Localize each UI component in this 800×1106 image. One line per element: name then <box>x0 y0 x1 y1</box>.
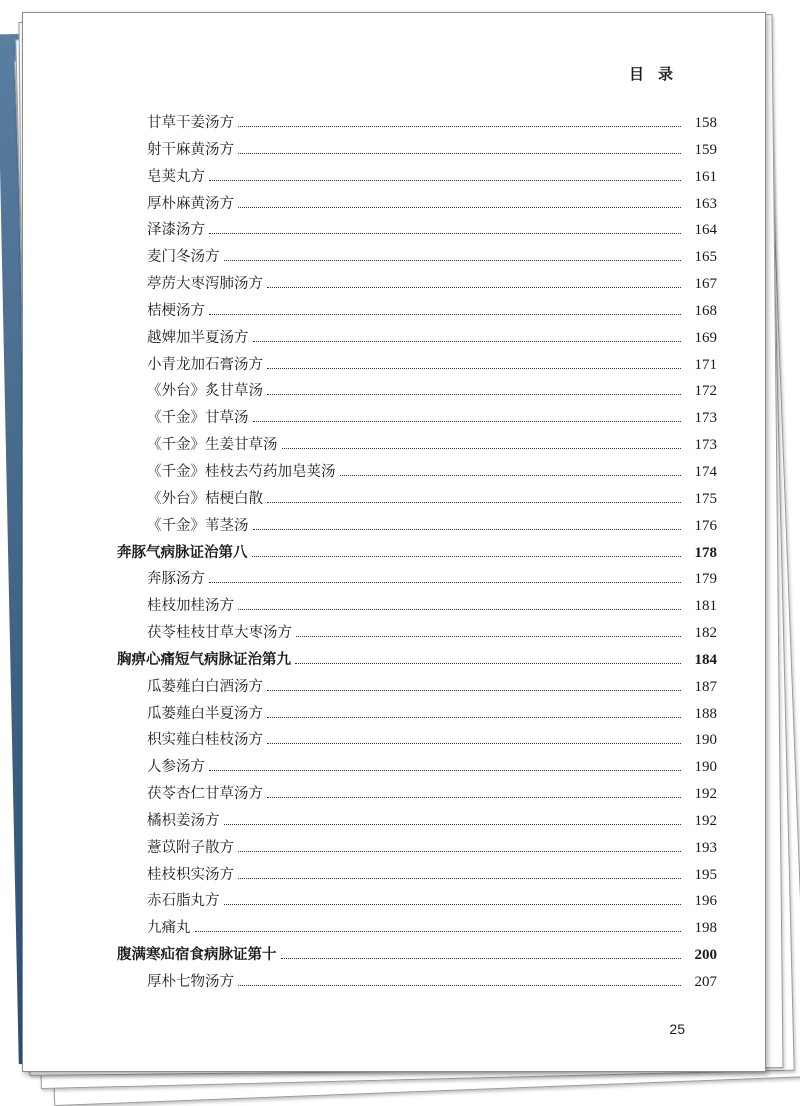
toc-entry-title: 甘草干姜汤方 <box>147 115 234 131</box>
dot-leader <box>238 984 681 986</box>
toc-entry-title: 人参汤方 <box>147 759 205 776</box>
dot-leader <box>267 501 681 503</box>
dot-leader <box>267 716 681 718</box>
dot-leader <box>209 769 681 771</box>
dot-leader <box>238 608 681 610</box>
toc-entry[interactable] <box>117 969 717 996</box>
toc-entry[interactable] <box>117 701 717 728</box>
dot-leader <box>267 742 681 744</box>
toc-entry-page-number: 161 <box>694 168 717 185</box>
toc-entry-page-number: 173 <box>694 437 717 454</box>
toc-entry-title: 厚朴七物汤方 <box>147 974 234 990</box>
dot-leader <box>267 796 681 798</box>
toc-entry[interactable] <box>117 459 717 486</box>
toc-entry-title: 腹满寒疝宿食病脉证第十 <box>117 947 277 964</box>
toc-entry-page-number: 196 <box>694 893 717 910</box>
dot-leader <box>238 206 681 208</box>
dot-leader <box>209 581 681 583</box>
toc-entry[interactable] <box>117 862 717 889</box>
toc-entry-page-number: 167 <box>694 276 717 293</box>
toc-entry-title: 枳实薤白桂枝汤方 <box>147 732 263 749</box>
toc-entry[interactable] <box>117 432 717 459</box>
toc-entry-page-number: 207 <box>694 974 717 990</box>
toc-entry[interactable] <box>117 191 717 218</box>
toc-entry-title: 厚朴麻黄汤方 <box>147 195 234 212</box>
toc-entry-page-number: 176 <box>694 517 717 534</box>
dot-leader <box>224 259 682 261</box>
toc-entry-page-number: 192 <box>694 786 717 803</box>
toc-entry-title: 皂荚丸方 <box>147 168 205 185</box>
dot-leader <box>295 662 681 664</box>
dot-leader <box>252 555 682 557</box>
toc-chapter-entry[interactable] <box>117 942 717 969</box>
toc-page <box>22 12 766 1072</box>
toc-entry-title: 奔豚汤方 <box>147 571 205 588</box>
toc-entry-page-number: 192 <box>694 812 717 829</box>
toc-entry-page-number: 181 <box>694 598 717 615</box>
toc-entry-page-number: 188 <box>694 705 717 722</box>
toc-entry-title: 瓜蒌薤白白酒汤方 <box>147 678 263 695</box>
toc-entry[interactable] <box>117 352 717 379</box>
dot-leader <box>238 850 681 852</box>
toc-entry-title: 桂枝枳实汤方 <box>147 866 234 883</box>
toc-entry-page-number: 164 <box>694 222 717 239</box>
toc-entry[interactable] <box>117 110 717 137</box>
dot-leader <box>267 689 681 691</box>
dot-leader <box>209 179 681 181</box>
page-header-title: 目录 <box>628 65 687 83</box>
toc-entry-title: 薏苡附子散方 <box>147 839 234 856</box>
dot-leader <box>224 823 682 825</box>
toc-entry-page-number: 190 <box>694 732 717 749</box>
table-of-contents <box>117 110 717 996</box>
toc-entry-title: 《千金》甘草汤 <box>147 410 249 427</box>
toc-entry-title: 泽漆汤方 <box>147 222 205 239</box>
toc-entry[interactable] <box>117 593 717 620</box>
dot-leader <box>209 313 681 315</box>
toc-entry[interactable] <box>117 566 717 593</box>
dot-leader <box>267 367 681 369</box>
toc-entry[interactable] <box>117 271 717 298</box>
dot-leader <box>195 930 682 932</box>
toc-entry[interactable] <box>117 378 717 405</box>
toc-entry-title: 胸痹心痛短气病脉证治第九 <box>117 651 291 668</box>
page-number: 25 <box>669 1021 685 1037</box>
toc-entry-page-number: 178 <box>694 544 717 561</box>
toc-entry-title: 《外台》桔梗白散 <box>147 490 263 507</box>
dot-leader <box>281 957 682 959</box>
toc-entry-title: 《千金》生姜甘草汤 <box>147 437 278 454</box>
dot-leader <box>340 474 682 476</box>
dot-leader <box>209 232 681 234</box>
toc-entry-title: 《千金》桂枝去芍药加皂荚汤 <box>147 463 336 480</box>
toc-entry-title: 奔豚气病脉证治第八 <box>117 544 248 561</box>
toc-entry[interactable] <box>117 727 717 754</box>
dot-leader <box>253 528 682 530</box>
toc-entry-title: 射干麻黄汤方 <box>147 141 234 158</box>
dot-leader <box>224 903 682 905</box>
toc-entry-page-number: 173 <box>694 410 717 427</box>
toc-entry[interactable] <box>117 164 717 191</box>
toc-entry-page-number: 169 <box>694 329 717 346</box>
toc-entry-page-number: 198 <box>694 920 717 937</box>
toc-entry-page-number: 182 <box>694 625 717 642</box>
dot-leader <box>238 877 681 879</box>
toc-entry[interactable] <box>117 325 717 352</box>
toc-entry[interactable] <box>117 620 717 647</box>
toc-entry-page-number: 159 <box>694 141 717 158</box>
toc-entry-page-number: 200 <box>694 947 717 964</box>
toc-entry-title: 越婢加半夏汤方 <box>147 329 249 346</box>
toc-entry-page-number: 184 <box>694 651 717 668</box>
toc-entry-page-number: 187 <box>694 678 717 695</box>
dot-leader <box>296 635 681 637</box>
toc-entry-title: 《外台》炙甘草汤 <box>147 383 263 400</box>
dot-leader <box>267 286 681 288</box>
dot-leader <box>267 393 681 395</box>
toc-entry[interactable] <box>117 754 717 781</box>
toc-entry-page-number: 168 <box>694 302 717 319</box>
toc-entry-title: 小青龙加石膏汤方 <box>147 356 263 373</box>
toc-entry[interactable] <box>117 244 717 271</box>
toc-chapter-entry[interactable] <box>117 647 717 674</box>
toc-entry[interactable] <box>117 298 717 325</box>
toc-entry-title: 赤石脂丸方 <box>147 893 220 910</box>
toc-entry[interactable] <box>117 674 717 701</box>
toc-entry[interactable] <box>117 888 717 915</box>
toc-entry-title: 葶苈大枣泻肺汤方 <box>147 276 263 293</box>
toc-entry-page-number: 193 <box>694 839 717 856</box>
toc-entry-page-number: 158 <box>694 115 717 131</box>
toc-entry-title: 《千金》苇茎汤 <box>147 517 249 534</box>
toc-entry[interactable] <box>117 513 717 540</box>
toc-entry-page-number: 179 <box>694 571 717 588</box>
toc-entry-title: 麦门冬汤方 <box>147 249 220 266</box>
toc-entry-title: 茯苓杏仁甘草汤方 <box>147 786 263 803</box>
toc-entry-page-number: 172 <box>694 383 717 400</box>
toc-entry-title: 瓜蒌薤白半夏汤方 <box>147 705 263 722</box>
toc-entry-page-number: 174 <box>694 463 717 480</box>
toc-entry-title: 茯苓桂枝甘草大枣汤方 <box>147 625 292 642</box>
toc-entry[interactable] <box>117 781 717 808</box>
toc-entry-page-number: 195 <box>694 866 717 883</box>
toc-entry[interactable] <box>117 405 717 432</box>
toc-entry-page-number: 171 <box>694 356 717 373</box>
toc-chapter-entry[interactable] <box>117 540 717 567</box>
dot-leader <box>253 420 682 422</box>
toc-entry[interactable] <box>117 486 717 513</box>
toc-entry-title: 九痛丸 <box>147 920 191 937</box>
toc-entry[interactable] <box>117 835 717 862</box>
toc-entry[interactable] <box>117 915 717 942</box>
toc-entry-page-number: 165 <box>694 249 717 266</box>
toc-entry[interactable] <box>117 137 717 164</box>
dot-leader <box>238 125 681 127</box>
toc-entry-page-number: 190 <box>694 759 717 776</box>
toc-entry-page-number: 163 <box>694 195 717 212</box>
toc-entry[interactable] <box>117 217 717 244</box>
toc-entry-title: 桔梗汤方 <box>147 302 205 319</box>
dot-leader <box>282 447 682 449</box>
toc-entry[interactable] <box>117 808 717 835</box>
toc-entry-title: 桂枝加桂汤方 <box>147 598 234 615</box>
dot-leader <box>253 340 682 342</box>
dot-leader <box>238 152 681 154</box>
toc-entry-title: 橘枳姜汤方 <box>147 812 220 829</box>
toc-entry-page-number: 175 <box>694 490 717 507</box>
